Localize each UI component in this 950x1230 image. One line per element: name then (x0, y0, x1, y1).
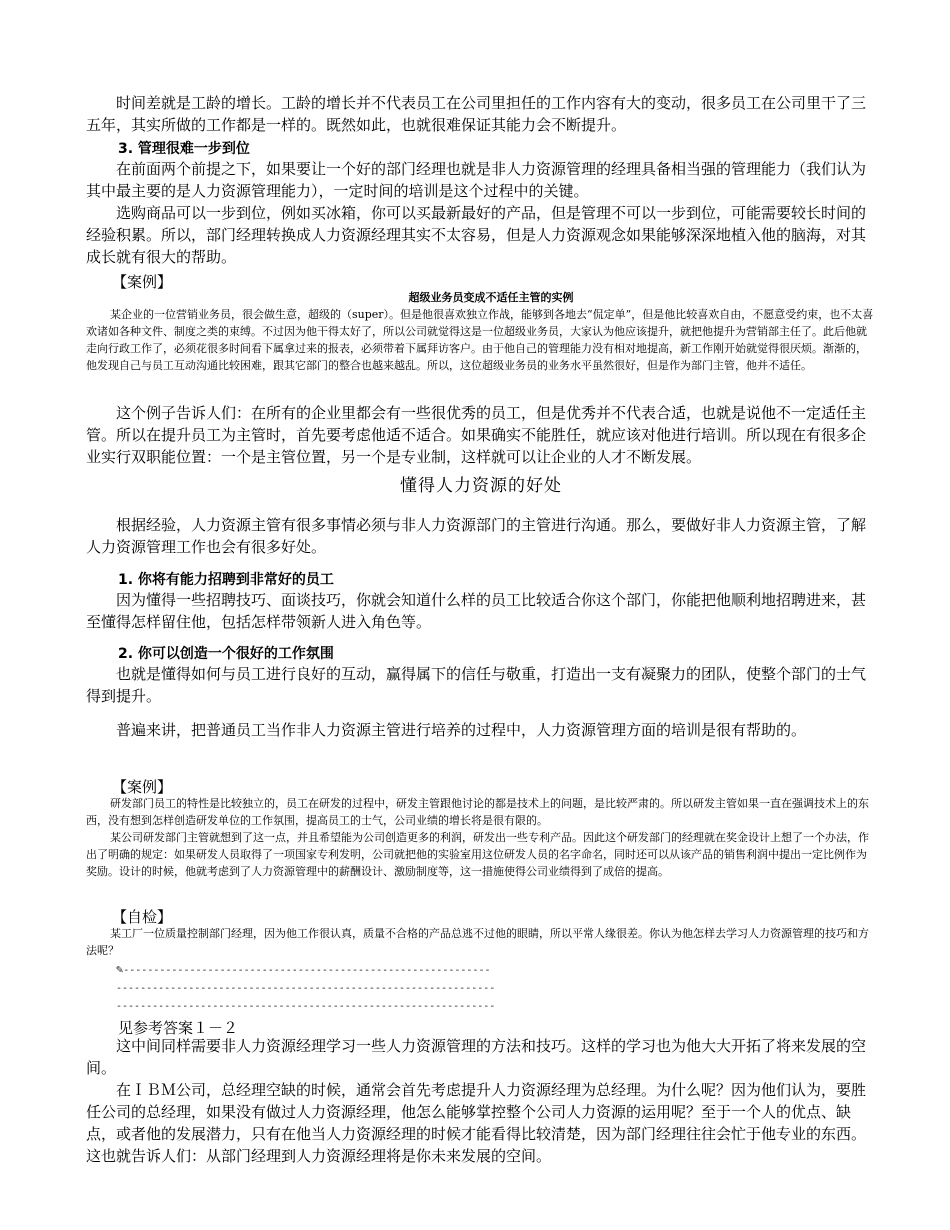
section-title: 懂得人力资源的好处 (400, 476, 562, 496)
answer-line-3[interactable]: --------------------------------------------------------------- (116, 1001, 496, 1012)
answer-line-2[interactable]: --------------------------------------------------------------- (116, 983, 496, 994)
intro-paragraph: 时间差就是工龄的增长。工龄的增长并不代表员工在公司里担任的工作内容有大的变动，很多员工在公司里干了三五年，其实所做的工作都是一样的。既然如此，也就很难保证其能力会不断提升。 (86, 94, 867, 134)
case1-body: 某企业的一位营销业务员，很会做生意，超级的（super）。但是他很喜欢独立作战，能够到各地去“侃定单”，但是他比较喜欢自由，不愿意受约束，也不太喜欢诸如各种文件、制度之类的束缚。不过因为他干得太好了，所以公司就觉得这是一位超级业务员，大家认为他应该提升，就把他提升为营销部主任了。此后他就走向行政工作了，必须花很多时间看下属拿过来的报表，必须带着下属拜访客户。由于他自己的管理能力没有相对地提高，新工作刚开始就觉得很厌烦。渐渐的，他发现自己与员工互动沟通比较困难，跟其它部门的整合也越来越乱。所以，这位超级业务员的业务水平虽然很好，但是作为部门主管，他并不适任。 (86, 308, 874, 372)
closing-paragraph-1: 这中间同样需要非人力资源经理学习一些人力资源管理的方法和技巧。这样的学习也为他大大开拓了将来发展的空间。 (86, 1037, 867, 1077)
answer-line-1[interactable]: ✎------------------------------------------------------------- (116, 962, 491, 976)
answer-lines[interactable] (116, 960, 616, 1016)
heading-2: 2. 你可以创造一个很好的工作氛围 (118, 646, 334, 662)
heading-1: 1. 你将有能力招聘到非常好的员工 (118, 572, 334, 588)
case2-label: 【案例】 (112, 778, 173, 796)
case1-title: 超级业务员变成不适任主管的实例 (408, 291, 574, 304)
selfcheck-question: 某工厂一位质量控制部门经理，因为他工作很认真，质量不合格的产品总逃不过他的眼睛，所以平常人缘很差。你认为他怎样去学习人力资源管理的技巧和方法呢？ (86, 927, 869, 957)
pencil-icon: ✎ (116, 962, 124, 976)
general-paragraph: 普遍来讲，把普通员工当作非人力资源主管进行培养的过程中，人力资源管理方面的培训是很有帮助的。 (116, 721, 807, 739)
case2-paragraph-1: 研发部门员工的特性是比较独立的，员工在研发的过程中，研发主管跟他讨论的都是技术上的问题，是比较严肃的。所以研发主管如果一直在强调技术上的东西，没有想到怎样创造研发单位的工作氛围，提高员工的士气，公司业绩的增长将是很有限的。 (86, 797, 869, 827)
closing-paragraph-2: 在ＩＢＭ公司，总经理空缺的时候，通常会首先考虑提升人力资源经理为总经理。为什么呢？因为他们认为，要胜任公司的总经理，如果没有做过人力资源经理，他怎么能够掌控整个公司人力资源的运用呢？至于一个人的优点、缺点，或者他的发展潜力，只有在他当人力资源经理的时候才能看得比较清楚，因为部门经理往往会忙于他专业的东西。这也就告诉人们：从部门经理到人力资源经理将是你未来发展的空间。 (86, 1081, 867, 1165)
paragraph-1: 因为懂得一些招聘技巧、面谈技巧，你就会知道什么样的员工比较适合你这个部门，你能把他顺利地招聘进来，甚至懂得怎样留住他，包括怎样带领新人进入角色等。 (86, 591, 867, 631)
paragraph-3b: 选购商品可以一步到位，例如买冰箱，你可以买最新最好的产品，但是管理不可以一步到位，可能需要较长时间的经验积累。所以，部门经理转换成人力资源经理其实不太容易，但是人力资源观念如果能够深深地植入他的脑海，对其成长就有很大的帮助。 (86, 204, 867, 266)
case1-lesson: 这个例子告诉人们：在所有的企业里都会有一些很优秀的员工，但是优秀并不代表合适，也就是说他不一定适任主管。所以在提升员工为主管时，首先要考虑他适不适合。如果确实不能胜任，就应该对他进行培训。所以现在有很多企业实行双职能位置：一个是主管位置，另一个是专业制，这样就可以让企业的人才不断发展。 (86, 404, 867, 466)
case1-label: 【案例】 (112, 273, 173, 291)
selfcheck-label: 【自检】 (112, 908, 173, 926)
case2-paragraph-2: 某公司研发部门主管就想到了这一点，并且希望能为公司创造更多的利润，研发出一些专利产品。因此这个研发部门的经理就在奖金设计上想了一个办法，作出了明确的规定：如果研发人员取得了一项国家专利发明，公司就把他的实验室用这位研发人员的名字命名，同时还可以从该产品的销售利润中提出一定比例作为奖励。设计的时候，他就考虑到了人力资源管理中的薪酬设计、激励制度等，这一措施使得公司业绩得到了成倍的提高。 (86, 831, 869, 878)
answer-reference: 见参考答案１－２ (118, 1019, 239, 1037)
heading-3: 3. 管理很难一步到位 (118, 141, 250, 157)
paragraph-3a: 在前面两个前提之下，如果要让一个好的部门经理也就是非人力资源管理的经理具备相当强的管理能力（我们认为其中最主要的是人力资源管理能力），一定时间的培训是这个过程中的关键。 (86, 160, 867, 200)
paragraph-2: 也就是懂得如何与员工进行良好的互动，赢得属下的信任与敬重，打造出一支有凝聚力的团队，使整个部门的士气得到提升。 (86, 665, 867, 705)
section-intro: 根据经验，人力资源主管有很多事情必须与非人力资源部门的主管进行沟通。那么，要做好非人力资源主管，了解人力资源管理工作也会有很多好处。 (86, 516, 867, 556)
